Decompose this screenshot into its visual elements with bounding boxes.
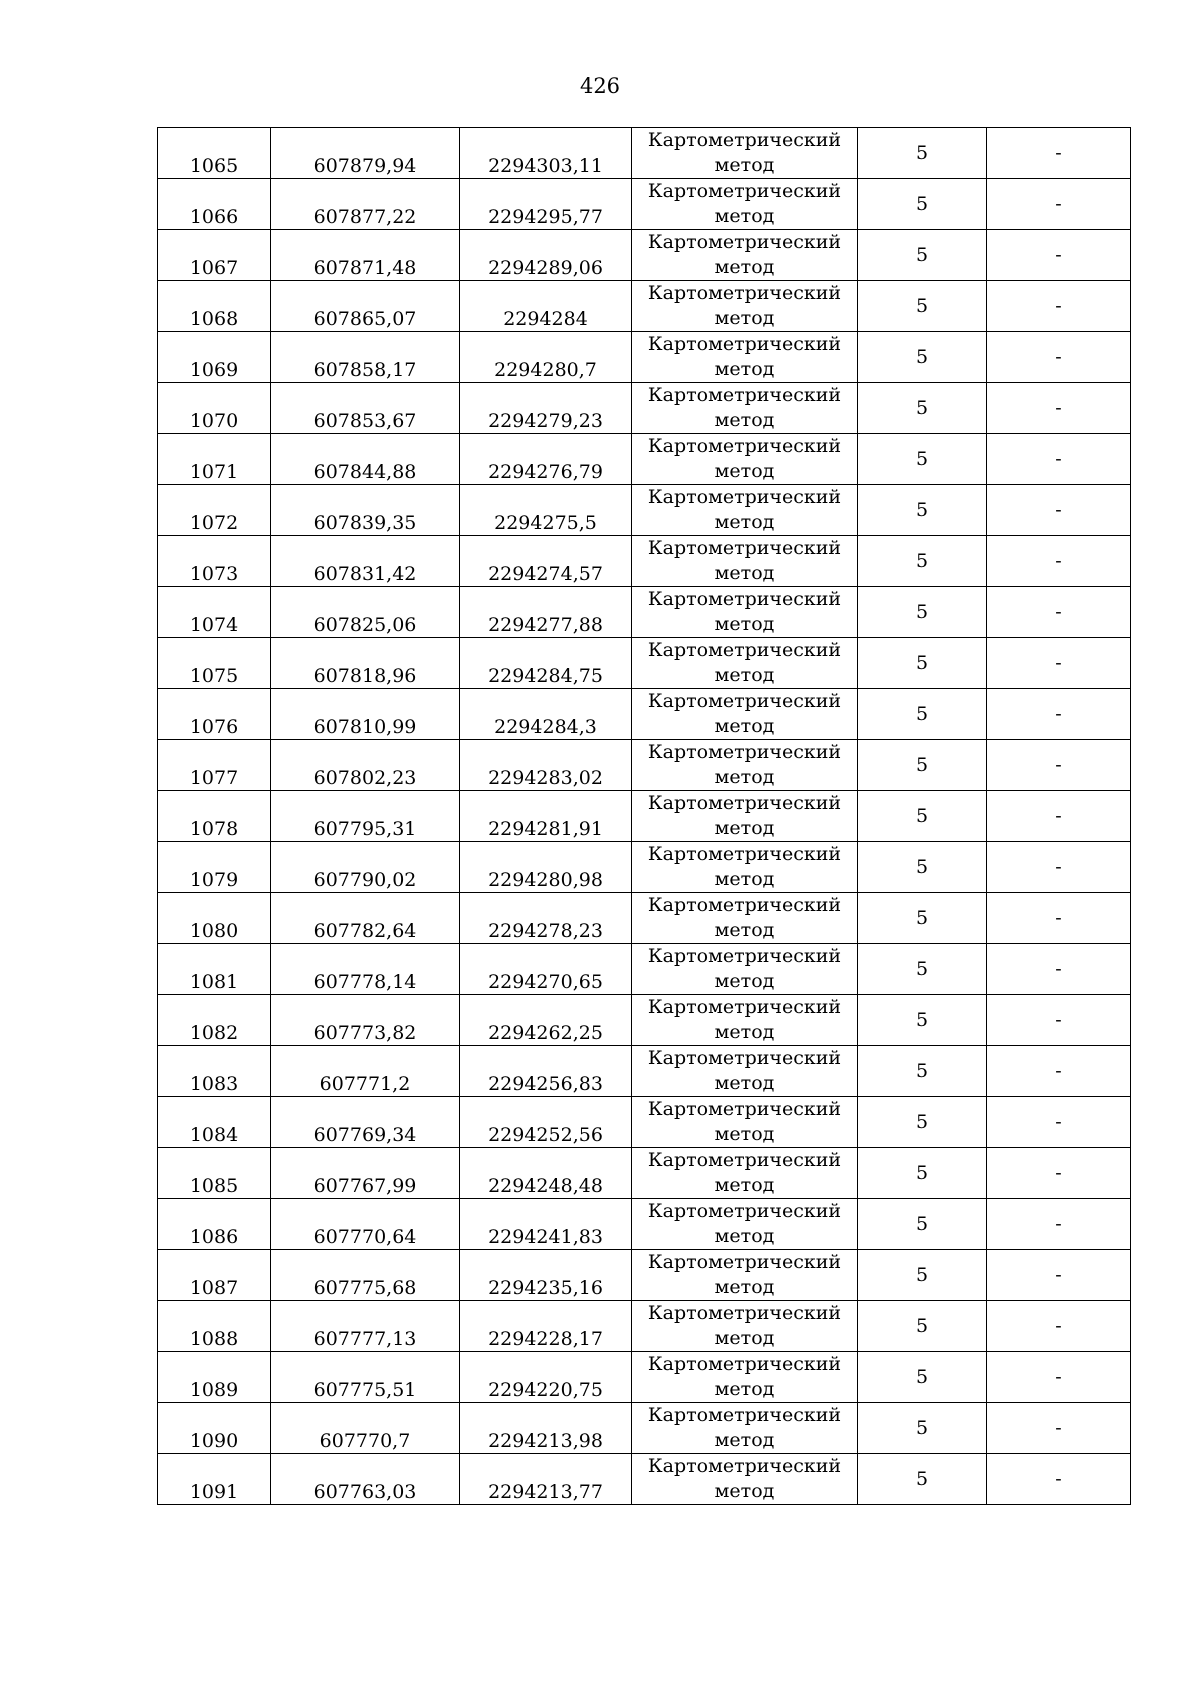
y-coordinate-cell: 2294278,23 <box>460 893 632 944</box>
accuracy-cell: 5 <box>858 179 987 230</box>
point-number-cell: 1080 <box>158 893 271 944</box>
method-line-1: Картометрический <box>647 792 842 814</box>
y-coordinate-cell: 2294213,98 <box>460 1403 632 1454</box>
point-number-cell: 1078 <box>158 791 271 842</box>
x-coordinate-cell: 607790,02 <box>271 842 460 893</box>
method-line-2: метод <box>714 664 775 686</box>
accuracy-cell: 5 <box>858 1046 987 1097</box>
accuracy-cell: 5 <box>858 485 987 536</box>
point-number-cell: 1081 <box>158 944 271 995</box>
x-coordinate-cell: 607871,48 <box>271 230 460 281</box>
x-coordinate-cell: 607865,07 <box>271 281 460 332</box>
accuracy-cell: 5 <box>858 638 987 689</box>
method-cell <box>632 944 858 995</box>
accuracy-cell: 5 <box>858 1454 987 1505</box>
note-cell: - <box>987 1199 1131 1250</box>
note-cell: - <box>987 1301 1131 1352</box>
y-coordinate-cell: 2294280,98 <box>460 842 632 893</box>
method-cell <box>632 791 858 842</box>
y-coordinate-cell: 2294256,83 <box>460 1046 632 1097</box>
method-line-2: метод <box>714 511 775 533</box>
table-row <box>158 944 1131 995</box>
y-coordinate-cell: 2294283,02 <box>460 740 632 791</box>
point-number-cell: 1076 <box>158 689 271 740</box>
accuracy-cell: 5 <box>858 1250 987 1301</box>
accuracy-cell: 5 <box>858 587 987 638</box>
method-cell <box>632 995 858 1046</box>
method-line-2: метод <box>714 205 775 227</box>
method-cell <box>632 128 858 179</box>
method-cell <box>632 740 858 791</box>
x-coordinate-cell: 607795,31 <box>271 791 460 842</box>
accuracy-cell: 5 <box>858 434 987 485</box>
x-coordinate-cell: 607879,94 <box>271 128 460 179</box>
note-cell: - <box>987 230 1131 281</box>
x-coordinate-cell: 607775,68 <box>271 1250 460 1301</box>
note-cell: - <box>987 1454 1131 1505</box>
method-line-1: Картометрический <box>647 129 842 151</box>
y-coordinate-cell: 2294284,3 <box>460 689 632 740</box>
table-row <box>158 536 1131 587</box>
accuracy-cell: 5 <box>858 536 987 587</box>
method-line-2: метод <box>714 358 775 380</box>
y-coordinate-cell: 2294276,79 <box>460 434 632 485</box>
point-number-cell: 1068 <box>158 281 271 332</box>
method-cell <box>632 842 858 893</box>
accuracy-cell: 5 <box>858 944 987 995</box>
point-number-cell: 1065 <box>158 128 271 179</box>
note-cell: - <box>987 383 1131 434</box>
point-number-cell: 1071 <box>158 434 271 485</box>
point-number-cell: 1074 <box>158 587 271 638</box>
table-row <box>158 1097 1131 1148</box>
method-line-1: Картометрический <box>647 486 842 508</box>
y-coordinate-cell: 2294303,11 <box>460 128 632 179</box>
x-coordinate-cell: 607767,99 <box>271 1148 460 1199</box>
method-cell <box>632 689 858 740</box>
method-line-1: Картометрический <box>647 384 842 406</box>
table-row <box>158 1454 1131 1505</box>
method-line-2: метод <box>714 817 775 839</box>
x-coordinate-cell: 607777,13 <box>271 1301 460 1352</box>
point-number-cell: 1091 <box>158 1454 271 1505</box>
table-row <box>158 995 1131 1046</box>
method-cell <box>632 281 858 332</box>
accuracy-cell: 5 <box>858 1403 987 1454</box>
note-cell: - <box>987 536 1131 587</box>
point-number-cell: 1075 <box>158 638 271 689</box>
note-cell: - <box>987 332 1131 383</box>
point-number-cell: 1087 <box>158 1250 271 1301</box>
point-number-cell: 1085 <box>158 1148 271 1199</box>
method-cell <box>632 383 858 434</box>
x-coordinate-cell: 607818,96 <box>271 638 460 689</box>
method-cell <box>632 1097 858 1148</box>
method-line-1: Картометрический <box>647 1353 842 1375</box>
method-cell <box>632 230 858 281</box>
x-coordinate-cell: 607802,23 <box>271 740 460 791</box>
table-row <box>158 1352 1131 1403</box>
method-line-1: Картометрический <box>647 1251 842 1273</box>
x-coordinate-cell: 607810,99 <box>271 689 460 740</box>
x-coordinate-cell: 607853,67 <box>271 383 460 434</box>
note-cell: - <box>987 791 1131 842</box>
table-row <box>158 842 1131 893</box>
method-line-1: Картометрический <box>647 180 842 202</box>
x-coordinate-cell: 607775,51 <box>271 1352 460 1403</box>
accuracy-cell: 5 <box>858 1352 987 1403</box>
note-cell: - <box>987 281 1131 332</box>
method-cell <box>632 587 858 638</box>
note-cell: - <box>987 128 1131 179</box>
method-line-1: Картометрический <box>647 231 842 253</box>
note-cell: - <box>987 638 1131 689</box>
method-line-2: метод <box>714 562 775 584</box>
table-row <box>158 179 1131 230</box>
note-cell: - <box>987 1097 1131 1148</box>
method-line-1: Картометрический <box>647 843 842 865</box>
y-coordinate-cell: 2294289,06 <box>460 230 632 281</box>
method-cell <box>632 1403 858 1454</box>
note-cell: - <box>987 944 1131 995</box>
point-number-cell: 1069 <box>158 332 271 383</box>
point-number-cell: 1083 <box>158 1046 271 1097</box>
table-row <box>158 128 1131 179</box>
method-cell <box>632 1454 858 1505</box>
method-line-2: метод <box>714 919 775 941</box>
accuracy-cell: 5 <box>858 689 987 740</box>
y-coordinate-cell: 2294281,91 <box>460 791 632 842</box>
y-coordinate-cell: 2294252,56 <box>460 1097 632 1148</box>
table-row <box>158 689 1131 740</box>
method-line-2: метод <box>714 460 775 482</box>
method-cell <box>632 1352 858 1403</box>
method-line-1: Картометрический <box>647 945 842 967</box>
x-coordinate-cell: 607858,17 <box>271 332 460 383</box>
point-number-cell: 1070 <box>158 383 271 434</box>
point-number-cell: 1067 <box>158 230 271 281</box>
method-line-2: метод <box>714 1480 775 1502</box>
x-coordinate-cell: 607763,03 <box>271 1454 460 1505</box>
method-line-2: метод <box>714 1429 775 1451</box>
y-coordinate-cell: 2294228,17 <box>460 1301 632 1352</box>
note-cell: - <box>987 740 1131 791</box>
method-line-2: метод <box>714 868 775 890</box>
point-number-cell: 1086 <box>158 1199 271 1250</box>
method-line-2: метод <box>714 970 775 992</box>
note-cell: - <box>987 1046 1131 1097</box>
method-cell <box>632 1148 858 1199</box>
y-coordinate-cell: 2294295,77 <box>460 179 632 230</box>
point-number-cell: 1072 <box>158 485 271 536</box>
y-coordinate-cell: 2294279,23 <box>460 383 632 434</box>
table-row <box>158 587 1131 638</box>
table-row <box>158 485 1131 536</box>
method-line-1: Картометрический <box>647 1200 842 1222</box>
x-coordinate-cell: 607778,14 <box>271 944 460 995</box>
note-cell: - <box>987 1250 1131 1301</box>
accuracy-cell: 5 <box>858 1199 987 1250</box>
y-coordinate-cell: 2294220,75 <box>460 1352 632 1403</box>
table-row <box>158 1148 1131 1199</box>
point-number-cell: 1079 <box>158 842 271 893</box>
table-row <box>158 740 1131 791</box>
accuracy-cell: 5 <box>858 332 987 383</box>
method-line-1: Картометрический <box>647 639 842 661</box>
accuracy-cell: 5 <box>858 740 987 791</box>
method-line-2: метод <box>714 766 775 788</box>
y-coordinate-cell: 2294248,48 <box>460 1148 632 1199</box>
method-line-2: метод <box>714 409 775 431</box>
method-cell <box>632 1250 858 1301</box>
method-line-1: Картометрический <box>647 1455 842 1477</box>
method-line-2: метод <box>714 1327 775 1349</box>
table-row <box>158 1046 1131 1097</box>
x-coordinate-cell: 607769,34 <box>271 1097 460 1148</box>
note-cell: - <box>987 842 1131 893</box>
y-coordinate-cell: 2294284 <box>460 281 632 332</box>
method-line-1: Картометрический <box>647 690 842 712</box>
method-line-1: Картометрический <box>647 435 842 457</box>
table-row <box>158 638 1131 689</box>
method-line-1: Картометрический <box>647 333 842 355</box>
method-line-1: Картометрический <box>647 537 842 559</box>
point-number-cell: 1066 <box>158 179 271 230</box>
method-line-2: метод <box>714 154 775 176</box>
note-cell: - <box>987 587 1131 638</box>
method-line-2: метод <box>714 1378 775 1400</box>
method-line-1: Картометрический <box>647 1149 842 1171</box>
note-cell: - <box>987 1403 1131 1454</box>
table-row <box>158 1199 1131 1250</box>
method-cell <box>632 893 858 944</box>
y-coordinate-cell: 2294235,16 <box>460 1250 632 1301</box>
point-number-cell: 1082 <box>158 995 271 1046</box>
x-coordinate-cell: 607770,64 <box>271 1199 460 1250</box>
accuracy-cell: 5 <box>858 1301 987 1352</box>
method-cell <box>632 179 858 230</box>
note-cell: - <box>987 434 1131 485</box>
table-row <box>158 230 1131 281</box>
x-coordinate-cell: 607782,64 <box>271 893 460 944</box>
y-coordinate-cell: 2294280,7 <box>460 332 632 383</box>
accuracy-cell: 5 <box>858 791 987 842</box>
method-cell <box>632 1199 858 1250</box>
accuracy-cell: 5 <box>858 1097 987 1148</box>
note-cell: - <box>987 1352 1131 1403</box>
x-coordinate-cell: 607877,22 <box>271 179 460 230</box>
method-line-2: метод <box>714 1276 775 1298</box>
y-coordinate-cell: 2294284,75 <box>460 638 632 689</box>
note-cell: - <box>987 893 1131 944</box>
method-line-2: метод <box>714 1123 775 1145</box>
method-line-2: метод <box>714 1225 775 1247</box>
method-line-1: Картометрический <box>647 588 842 610</box>
table-row <box>158 1250 1131 1301</box>
y-coordinate-cell: 2294241,83 <box>460 1199 632 1250</box>
method-line-2: метод <box>714 307 775 329</box>
method-line-1: Картометрический <box>647 1098 842 1120</box>
method-cell <box>632 332 858 383</box>
x-coordinate-cell: 607839,35 <box>271 485 460 536</box>
accuracy-cell: 5 <box>858 1148 987 1199</box>
note-cell: - <box>987 1148 1131 1199</box>
y-coordinate-cell: 2294277,88 <box>460 587 632 638</box>
x-coordinate-cell: 607770,7 <box>271 1403 460 1454</box>
x-coordinate-cell: 607844,88 <box>271 434 460 485</box>
accuracy-cell: 5 <box>858 230 987 281</box>
method-cell <box>632 1301 858 1352</box>
method-line-2: метод <box>714 1174 775 1196</box>
point-number-cell: 1077 <box>158 740 271 791</box>
accuracy-cell: 5 <box>858 842 987 893</box>
note-cell: - <box>987 485 1131 536</box>
accuracy-cell: 5 <box>858 893 987 944</box>
accuracy-cell: 5 <box>858 383 987 434</box>
table-row <box>158 383 1131 434</box>
x-coordinate-cell: 607771,2 <box>271 1046 460 1097</box>
page-number: 426 <box>579 74 621 98</box>
method-line-2: метод <box>714 1072 775 1094</box>
accuracy-cell: 5 <box>858 281 987 332</box>
x-coordinate-cell: 607773,82 <box>271 995 460 1046</box>
table-row <box>158 1403 1131 1454</box>
method-line-1: Картометрический <box>647 1404 842 1426</box>
accuracy-cell: 5 <box>858 128 987 179</box>
method-line-2: метод <box>714 1021 775 1043</box>
table-row <box>158 332 1131 383</box>
y-coordinate-cell: 2294275,5 <box>460 485 632 536</box>
x-coordinate-cell: 607825,06 <box>271 587 460 638</box>
y-coordinate-cell: 2294274,57 <box>460 536 632 587</box>
method-line-1: Картометрический <box>647 1047 842 1069</box>
accuracy-cell: 5 <box>858 995 987 1046</box>
y-coordinate-cell: 2294270,65 <box>460 944 632 995</box>
table-row <box>158 893 1131 944</box>
method-line-2: метод <box>714 613 775 635</box>
method-line-1: Картометрический <box>647 282 842 304</box>
table-body <box>158 128 1131 1505</box>
point-number-cell: 1088 <box>158 1301 271 1352</box>
point-number-cell: 1073 <box>158 536 271 587</box>
note-cell: - <box>987 995 1131 1046</box>
method-cell <box>632 485 858 536</box>
y-coordinate-cell: 2294262,25 <box>460 995 632 1046</box>
method-line-1: Картометрический <box>647 996 842 1018</box>
note-cell: - <box>987 689 1131 740</box>
x-coordinate-cell: 607831,42 <box>271 536 460 587</box>
method-cell <box>632 434 858 485</box>
y-coordinate-cell: 2294213,77 <box>460 1454 632 1505</box>
point-number-cell: 1089 <box>158 1352 271 1403</box>
table-row <box>158 434 1131 485</box>
method-line-2: метод <box>714 256 775 278</box>
point-number-cell: 1084 <box>158 1097 271 1148</box>
method-line-1: Картометрический <box>647 894 842 916</box>
coordinates-table <box>157 127 1131 1505</box>
method-cell <box>632 536 858 587</box>
table-row <box>158 1301 1131 1352</box>
table-row <box>158 791 1131 842</box>
method-cell <box>632 1046 858 1097</box>
table-row <box>158 281 1131 332</box>
method-cell <box>632 638 858 689</box>
note-cell: - <box>987 179 1131 230</box>
method-line-1: Картометрический <box>647 1302 842 1324</box>
method-line-1: Картометрический <box>647 741 842 763</box>
method-line-2: метод <box>714 715 775 737</box>
point-number-cell: 1090 <box>158 1403 271 1454</box>
